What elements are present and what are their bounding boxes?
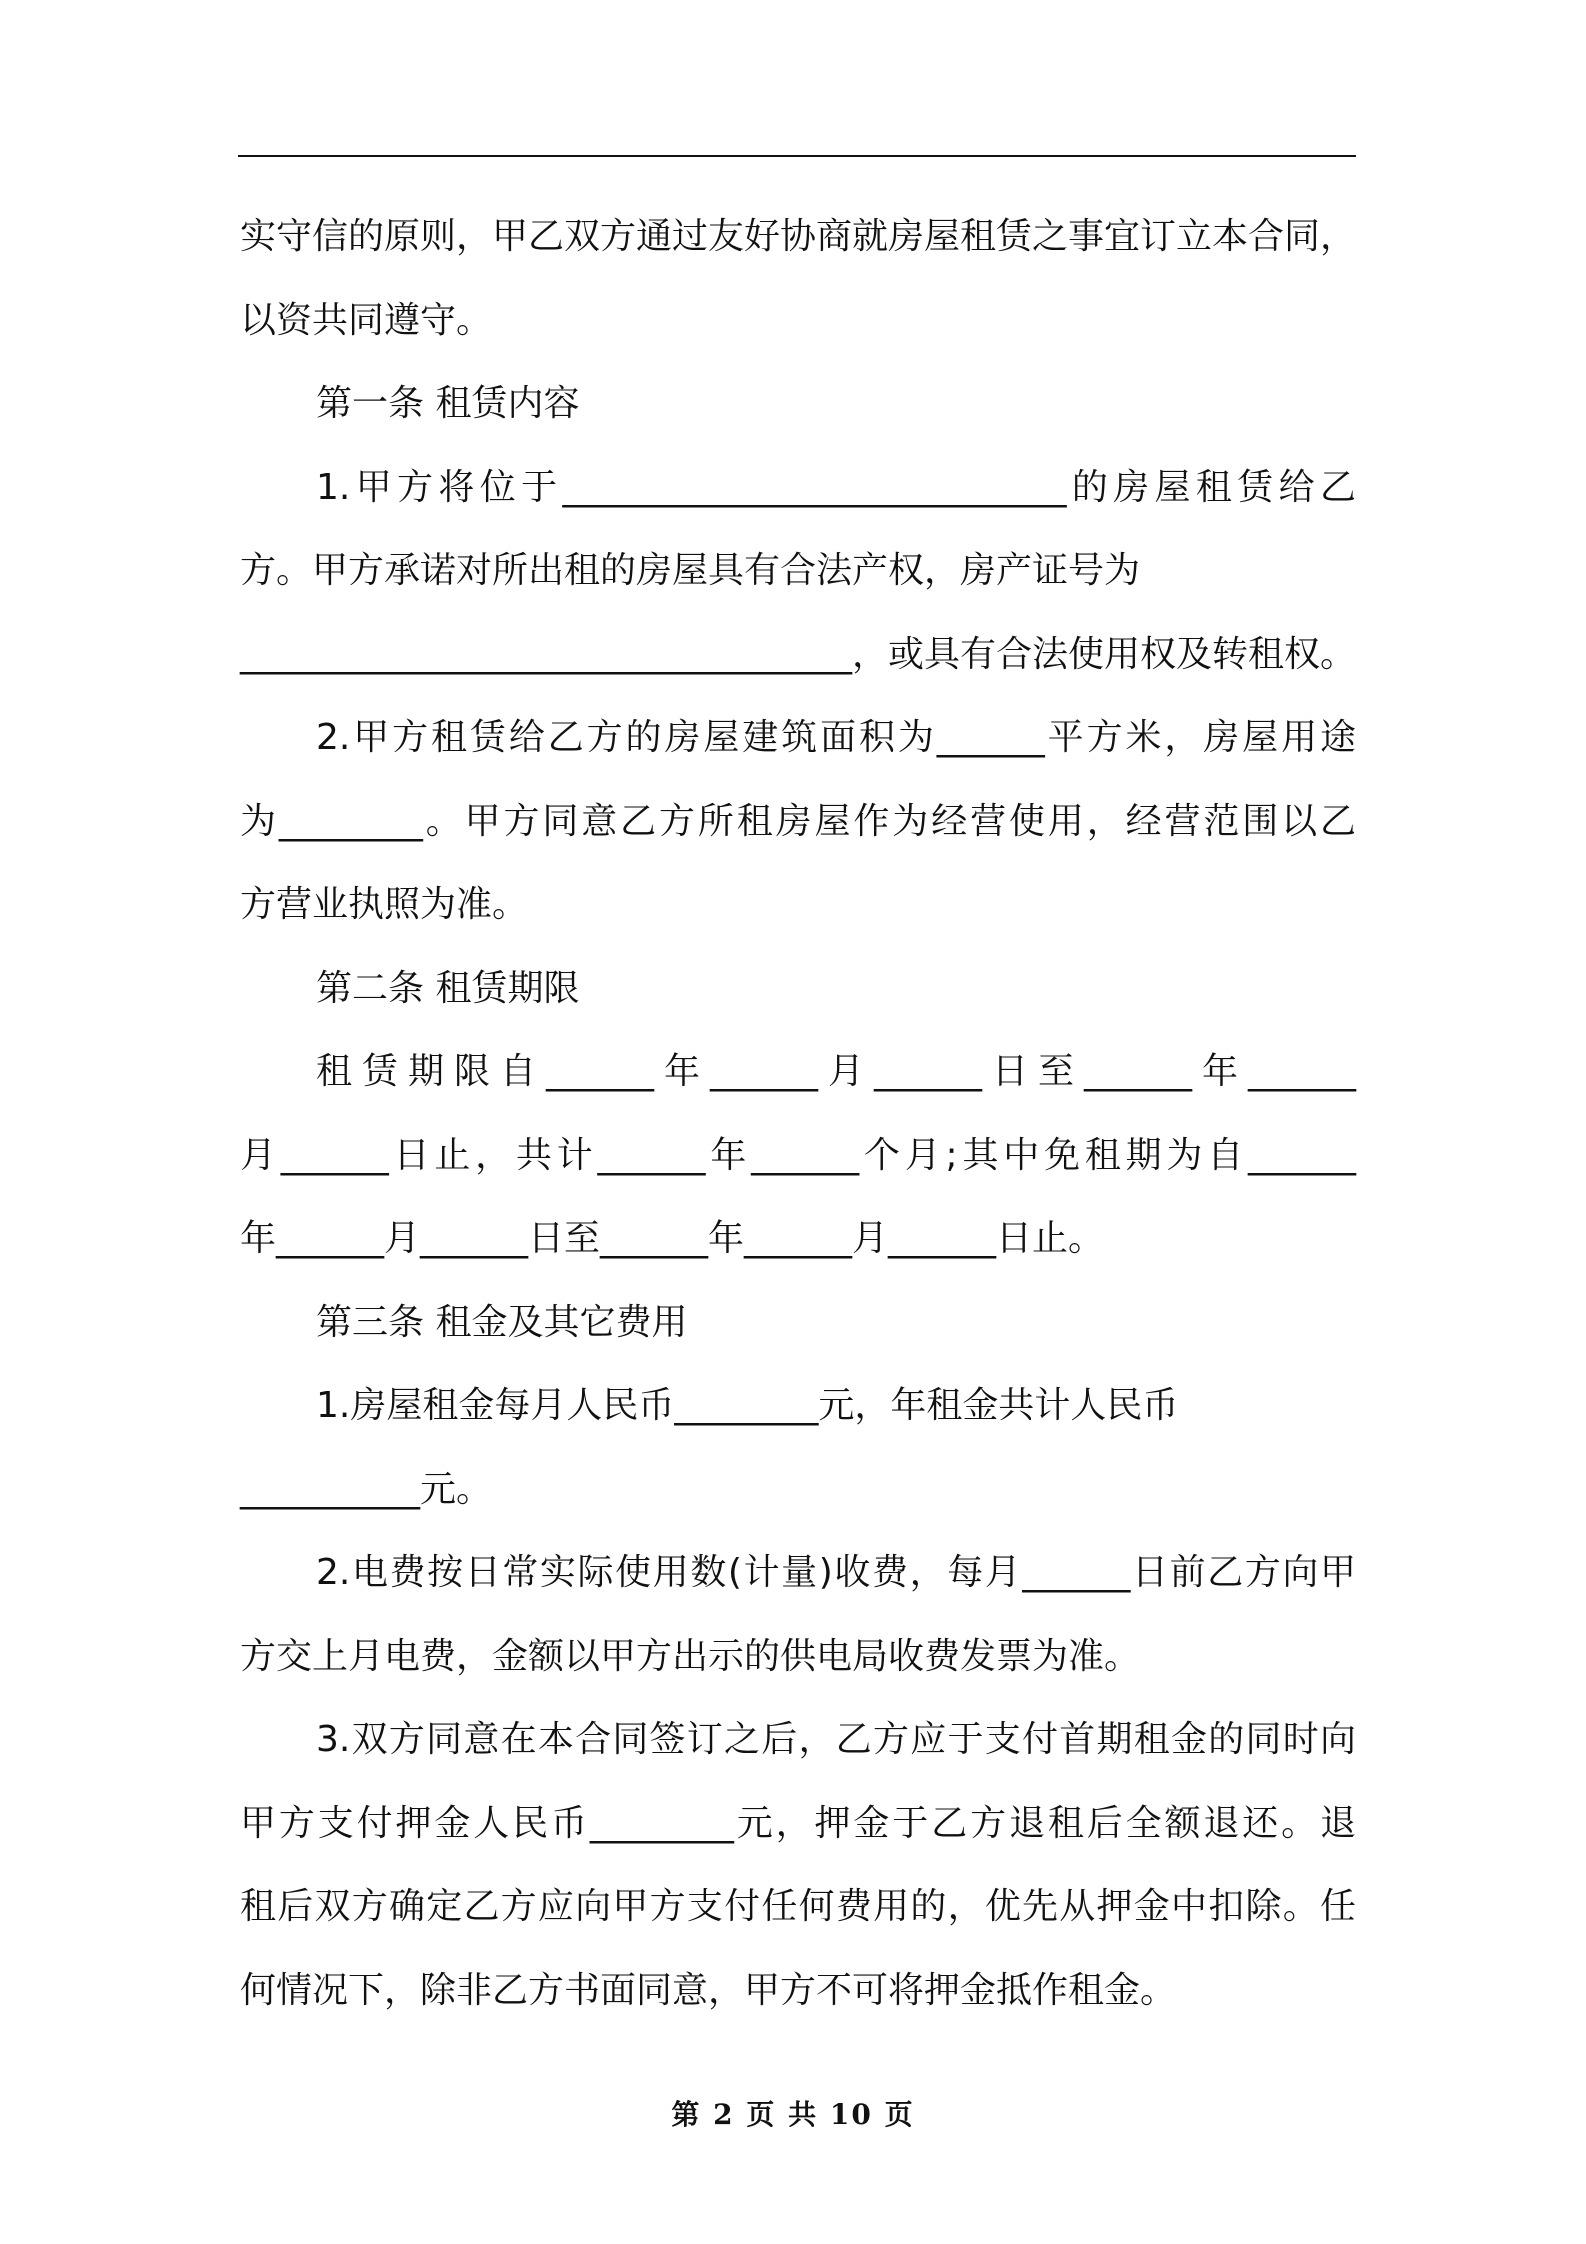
body-line-18: 方交上月电费，金额以甲方出示的供电局收费发票为准。 <box>240 1635 1141 1677</box>
body-line-8: 为________。甲方同意乙方所租房屋作为经营使用，经营范围以乙 <box>240 800 1356 842</box>
body-line-9: 方营业执照为准。 <box>240 884 529 925</box>
contract-body <box>240 195 1356 2032</box>
article-2-heading: 第二条 租赁期限 <box>316 967 580 1009</box>
body-line-11: 租赁期限自______年______月______日至______年______ <box>316 1051 1356 1092</box>
body-line-16: __________元。 <box>240 1468 493 1510</box>
body-line-6: __________________________________，或具有合法使用权及转租权。 <box>240 633 1357 675</box>
page-indicator: 第 2 页 共 10 页 <box>671 2098 915 2131</box>
article-1-heading: 第一条 租赁内容 <box>316 383 580 424</box>
body-line-1: 实守信的原则，甲乙双方通过友好协商就房屋租赁之事宜订立本合同， <box>240 216 1357 257</box>
body-line-13: 年______月______日至______年______月______日止。 <box>240 1218 1105 1259</box>
body-line-21: 租后双方确定乙方应向甲方支付任何费用的，优先从押金中扣除。任 <box>240 1886 1356 1927</box>
header-rule <box>238 155 1356 157</box>
body-line-15: 1.房屋租金每月人民币________元，年租金共计人民币 <box>316 1385 1179 1426</box>
body-line-12: 月______日止，共计______年______个月;其中免租期为自______ <box>240 1134 1356 1176</box>
body-line-4: 1.甲方将位于____________________________的房屋租赁给乙 <box>316 466 1356 508</box>
body-line-17: 2.电费按日常实际使用数(计量)收费，每月______日前乙方向甲 <box>316 1552 1356 1593</box>
body-line-19: 3.双方同意在本合同签订之后，乙方应于支付首期租金的同时向 <box>316 1719 1356 1760</box>
body-line-22: 何情况下，除非乙方书面同意，甲方不可将押金抵作租金。 <box>240 1969 1177 2011</box>
body-line-7: 2.甲方租赁给乙方的房屋建筑面积为______平方米，房屋用途 <box>316 717 1356 758</box>
body-line-5: 方。甲方承诺对所出租的房屋具有合法产权，房产证号为 <box>240 550 1141 591</box>
article-3-heading: 第三条 租金及其它费用 <box>316 1301 688 1343</box>
body-line-20: 甲方支付押金人民币________元，押金于乙方退租后全额退还。退 <box>240 1802 1356 1844</box>
body-line-2: 以资共同遵守。 <box>240 299 493 341</box>
